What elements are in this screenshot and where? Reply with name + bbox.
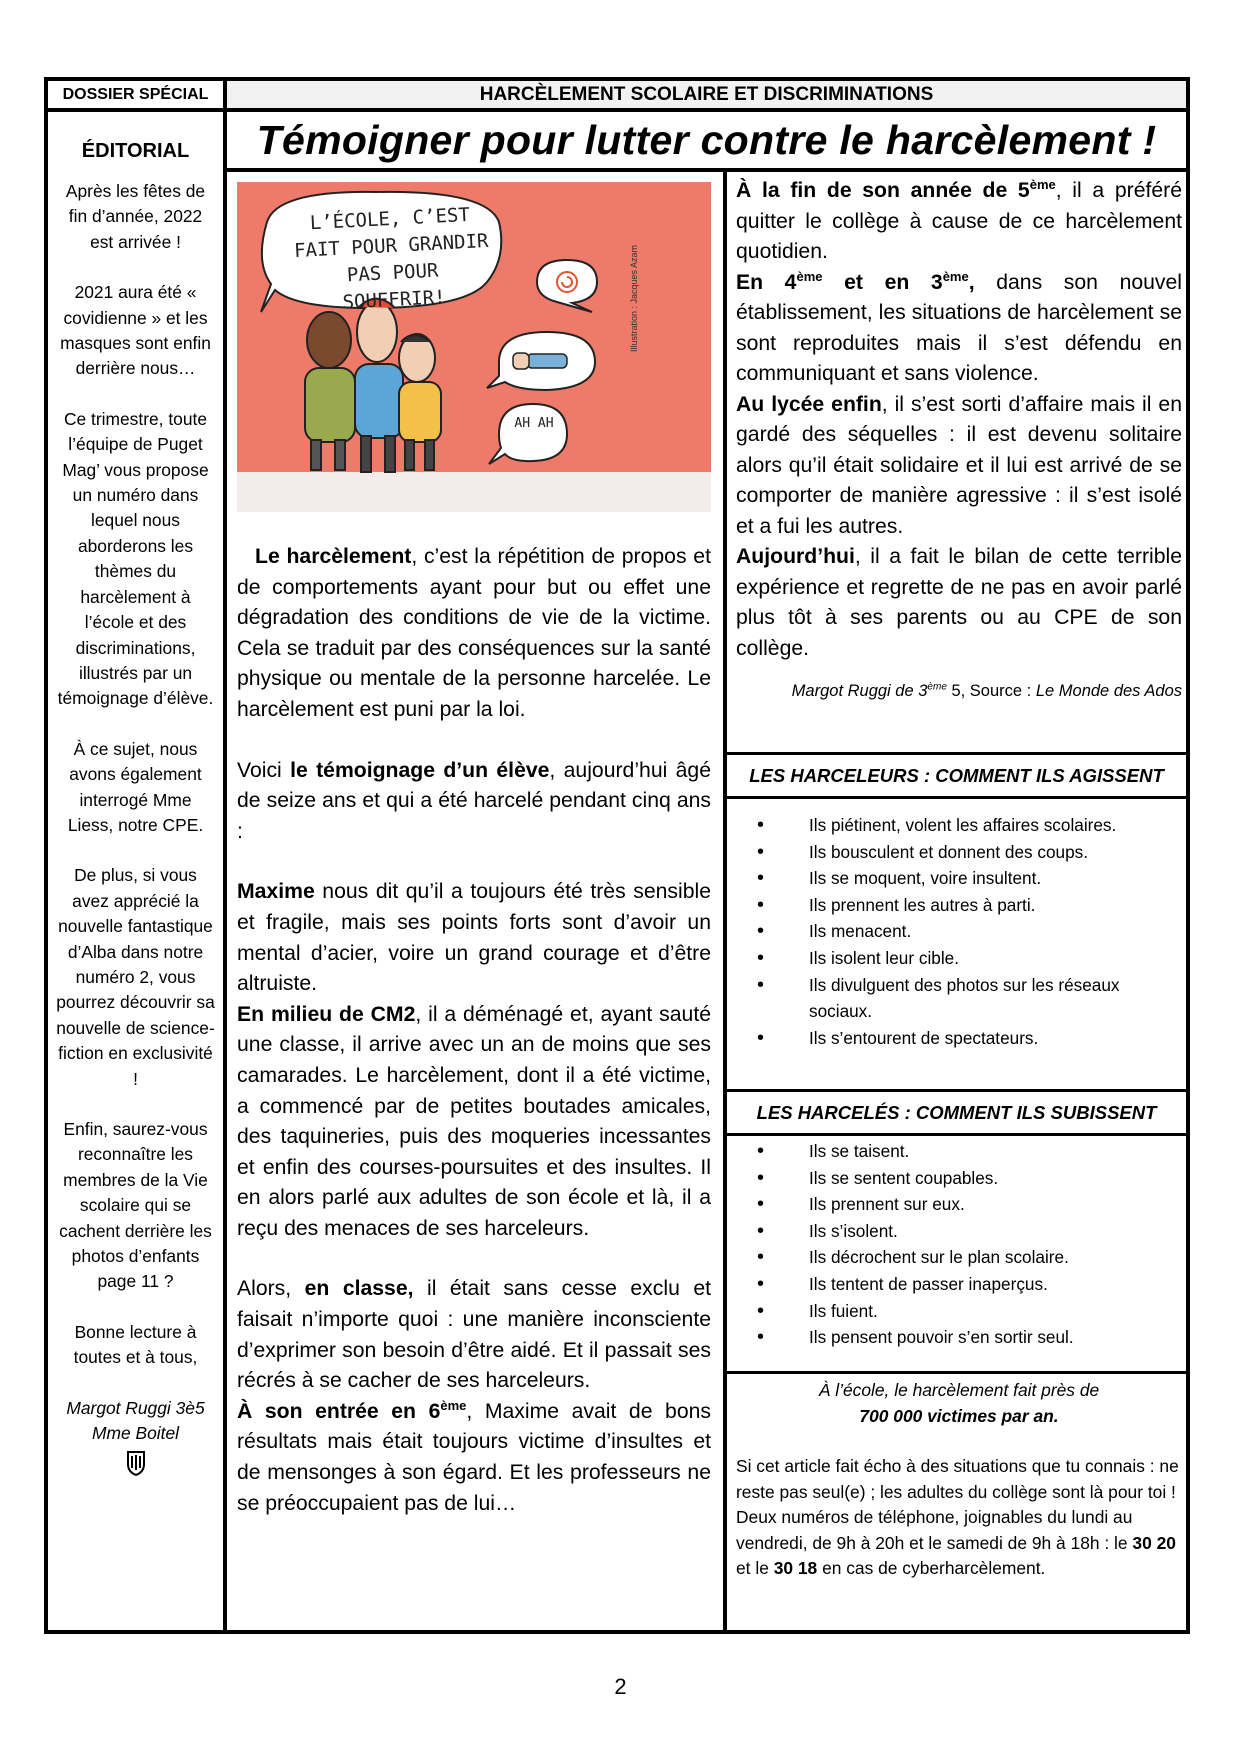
- harceleurs-heading: LES HARCELEURS : COMMENT ILS AGISSENT: [749, 764, 1164, 786]
- body-text: , il a fait le bilan de cette terrible expérience et regrette de ne pas en avoir parlé plus tôt à ses parents ou au CPE de son collège.: [736, 545, 1182, 660]
- cartoon-speech: [289, 201, 494, 319]
- cartoon-credit: Illustration : Jacques Azam: [629, 244, 639, 352]
- topic-label: HARCÈLEMENT SCOLAIRE ET DISCRIMINATIONS: [227, 81, 1186, 108]
- editorial-signature: Mme Boitel: [92, 1423, 179, 1444]
- article-body: [237, 542, 711, 1519]
- article-paragraph: [736, 176, 1182, 268]
- editorial-title: ÉDITORIAL: [81, 140, 190, 162]
- bold-text: Aujourd’hui: [736, 545, 855, 568]
- list-item: • Ils isolent leur cible.: [787, 945, 1186, 972]
- body-text: Alors,: [237, 1277, 305, 1301]
- list-item: • Ils se sentent coupables.: [787, 1165, 1186, 1192]
- phone-number: 30 20: [1132, 1532, 1176, 1553]
- harceleurs-box: [727, 812, 1186, 1051]
- body-text: dans son nouvel établissement, les situations de harcèlement se sont reproduites mais il s’est défendu en communiquant et sans violence.: [736, 270, 1183, 385]
- article-paragraph: [237, 1274, 711, 1396]
- info-stat-line: À l’école, le harcèlement fait près de: [818, 1380, 1100, 1400]
- list-item: • Ils menacent.: [787, 918, 1186, 945]
- list-item: • Ils tentent de passer inaperçus.: [787, 1271, 1186, 1298]
- info-text: en cas de cyberharcèlement.: [817, 1558, 1046, 1578]
- credit-source: Le Monde des Ados: [1035, 682, 1182, 700]
- article-paragraph: [237, 542, 711, 726]
- info-box: [736, 1378, 1182, 1582]
- section-label: DOSSIER SPÉCIAL: [62, 85, 209, 103]
- list-item: • Ils s’isolent.: [787, 1218, 1186, 1245]
- article-continued: [736, 176, 1182, 707]
- bold-text: À son entrée en 6: [237, 1399, 441, 1423]
- article-paragraph: [736, 268, 1182, 390]
- list-item: • Ils se moquent, voire insultent.: [787, 865, 1186, 892]
- list-item: • Ils pensent pouvoir s’en sortir seul.: [787, 1324, 1186, 1351]
- school-crest-icon: [126, 1450, 146, 1476]
- info-paragraph: [736, 1505, 1182, 1582]
- body-text: , il s’est sorti d’affaire mais il en gardé des séquelles : il est devenu solitaire alors qu’il était solidaire et il lui est arrivé de se comporter de manière agressive : il s’est isolé et a fui les autres.: [736, 392, 1182, 538]
- body-text: , aujourd’hui âgé de seize ans et qui a été harcelé pendant cinq ans :: [237, 758, 711, 843]
- info-text: et le: [736, 1558, 774, 1578]
- body-text: , il a déménagé et, ayant sauté une classe, il arrive avec un an de moins que ses camarades. Le harcèlement, dont il a été victime, a commencé par de petites boutades amicales, des taquineries, puis des moqueries incessantes et enfin des courses-poursuites et des insultes. Il en alors parlé aux adultes de son école et là, il a reçu des menaces de ses harceleurs.: [237, 1002, 711, 1240]
- editorial-column: [48, 140, 223, 1630]
- bold-text: Maxime: [237, 880, 315, 904]
- article-paragraph: [237, 1000, 711, 1245]
- article-paragraph: [237, 756, 711, 848]
- bold-text: En milieu de CM2: [237, 1002, 416, 1026]
- list-item: • Ils divulguent des photos sur les réseaux sociaux.: [787, 972, 1186, 1025]
- list-item: • Ils bousculent et donnent des coups.: [787, 839, 1186, 866]
- editorial-paragraph: Enfin, saurez-vous reconnaître les membres de la Vie scolaire qui se cachent derrière les photos d’enfants page 11 ?: [59, 1119, 212, 1292]
- cartoon-laugh: AH AH: [514, 416, 554, 431]
- editorial-paragraph: Ce trimestre, toute l’équipe de Puget Mag’ vous propose un numéro dans lequel nous aborderons les thèmes du harcèlement à l’école et des discriminations, illustrés par un témoignage d’élève.: [57, 408, 214, 709]
- body-text: , Maxime avait de bons résultats mais était toujours victime d’insultes et de mensonges à son égard. Et les professeurs ne se préoccupaient pas de lui…: [237, 1399, 711, 1515]
- harceles-list: [727, 1138, 1186, 1351]
- bold-text: Au lycée enfin: [736, 392, 882, 416]
- body-text: il était sans cesse exclu et faisait n’importe quoi : une manière inconsciente d’exprimer son besoin d’être aidé. Et il passait ses récrés à se cacher de ses harceleurs.: [237, 1277, 711, 1393]
- editorial-paragraph: Bonne lecture à toutes et à tous,: [73, 1321, 198, 1368]
- article-credit: [736, 676, 1182, 707]
- bold-text: le témoignage d’un élève: [290, 758, 550, 782]
- harceles-box: [727, 1138, 1186, 1351]
- list-item: • Ils prennent sur eux.: [787, 1191, 1186, 1218]
- article-paragraph: [237, 1397, 711, 1519]
- body-text: Voici: [237, 758, 291, 782]
- article-paragraph: [736, 390, 1182, 543]
- bold-text: Le harcèlement: [255, 545, 412, 568]
- superscript: ème: [1029, 176, 1056, 192]
- article-title: Témoigner pour lutter contre le harcèlement !: [256, 116, 1157, 163]
- body-text: , il a préféré quitter le collège à cause de ce harcèlement quotidien.: [736, 179, 1182, 263]
- harceles-heading: LES HARCELÉS : COMMENT ILS SUBISSENT: [756, 1101, 1157, 1123]
- superscript: ème: [927, 681, 947, 693]
- list-item: • Ils prennent les autres à parti.: [787, 892, 1186, 919]
- bold-text: À la fin de son année de 5: [736, 179, 1030, 202]
- list-item: • Ils fuient.: [787, 1298, 1186, 1325]
- divider-title: [223, 168, 1190, 172]
- divider-box-2b: [723, 1133, 1190, 1136]
- editorial-paragraph: À ce sujet, nous avons également interrogé Mme Liess, notre CPE.: [67, 738, 204, 835]
- credit-text: Margot Ruggi de 3: [791, 682, 928, 700]
- divider-box-3: [723, 1371, 1190, 1374]
- body-text: nous dit qu’il a toujours été très sensible et fragile, mais ses points forts sont d’avoir un mental d’acier, voire un grand courage et d’être altruiste.: [237, 880, 711, 996]
- info-paragraph: Si cet article fait écho à des situations que tu connais : ne reste pas seul(e) ; les adultes du collège sont là pour toi !: [736, 1456, 1179, 1502]
- superscript: ème: [440, 1397, 467, 1413]
- bold-text: En 4: [736, 270, 797, 294]
- superscript: ème: [796, 268, 823, 284]
- credit-text: 5, Source :: [946, 682, 1036, 700]
- superscript: ème: [942, 268, 969, 284]
- editorial-paragraph: Après les fêtes de fin d’année, 2022 est arrivée !: [65, 181, 206, 252]
- cartoon-speech-line: PAS POUR SOUFFRIR!: [342, 259, 447, 314]
- info-text: Deux numéros de téléphone, joignables du lundi au vendredi, de 9h à 20h et le samedi de 9h à 18h : le: [736, 1507, 1133, 1553]
- article-paragraph: [237, 877, 711, 999]
- cartoon-illustration: [237, 182, 711, 512]
- list-item: • Ils piétinent, volent les affaires scolaires.: [787, 812, 1186, 839]
- bold-text: et en 3: [822, 270, 943, 294]
- body-text: , c’est la répétition de propos et de comportements ayant pour but ou effet une dégradation des conditions de vie de la victime. Cela se traduit par des conséquences sur la santé physique ou mentale de la personne harcelée. Le harcèlement est puni par la loi.: [237, 545, 711, 721]
- divider-left-column: [223, 77, 227, 1634]
- bold-text: ,: [968, 270, 975, 294]
- cartoon-speech-line: FAIT POUR GRANDIR: [293, 229, 489, 263]
- divider-box-1b: [723, 796, 1190, 799]
- cartoon-speech-line: L’ÉCOLE, C’EST: [309, 203, 471, 235]
- article-paragraph: [736, 542, 1182, 664]
- harceleurs-list: [727, 812, 1186, 1051]
- phone-number: 30 18: [773, 1558, 818, 1578]
- list-item: • Ils s’entourent de spectateurs.: [787, 1025, 1186, 1052]
- list-item: • Ils décrochent sur le plan scolaire.: [787, 1244, 1186, 1271]
- page-number: 2: [614, 1674, 627, 1699]
- editorial-paragraph: 2021 aura été « covidienne » et les masques sont enfin derrière nous…: [60, 282, 211, 379]
- list-item: • Ils se taisent.: [787, 1138, 1186, 1165]
- editorial-body: [56, 179, 215, 1476]
- editorial-signature: Margot Ruggi 3è5: [66, 1397, 205, 1418]
- bold-text: en classe,: [304, 1277, 414, 1301]
- info-stat-figure: 700 000 victimes par an.: [859, 1405, 1059, 1426]
- editorial-paragraph: De plus, si vous avez apprécié la nouvelle fantastique d’Alba dans notre numéro 2, vous pourrez découvrir sa nouvelle de science-fiction en exclusivité !: [56, 865, 215, 1089]
